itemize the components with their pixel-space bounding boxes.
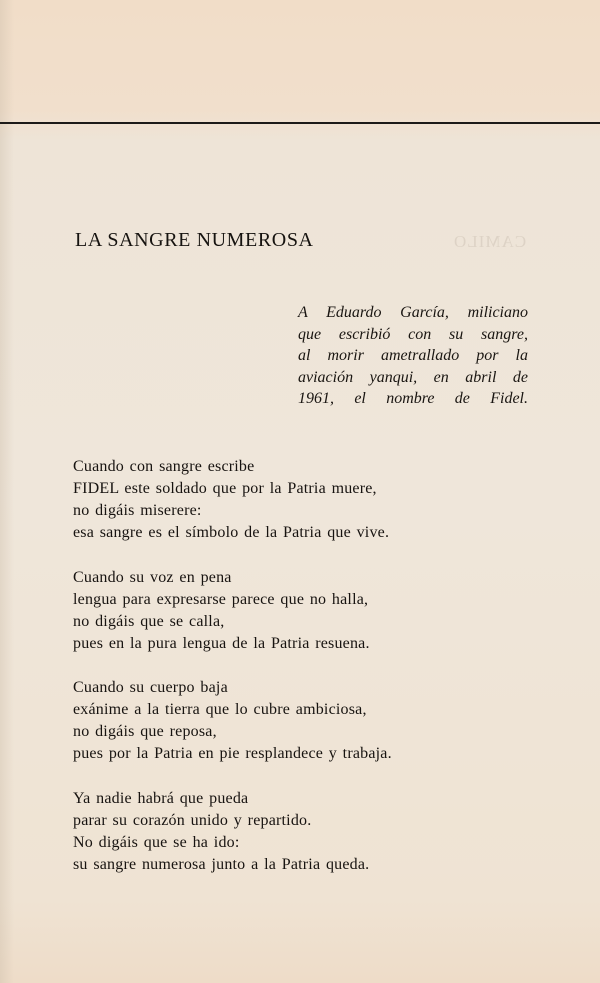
stanza-3 [73, 677, 392, 765]
verse-line: no digáis que se calla, [73, 612, 225, 630]
page-edge-shadow [0, 0, 14, 983]
bleed-through-text: CAMILO [453, 232, 527, 251]
verse-line: parar su corazón unido y repartido. [73, 811, 312, 829]
verse-line: Cuando con sangre escribe [73, 458, 255, 475]
verse-line: pues en la pura lengua de la Patria resuena. [73, 634, 370, 652]
verse-line: FIDEL este soldado que por la Patria muere, [73, 480, 377, 497]
dedication-line: aviación yanqui, en abril de [298, 368, 528, 386]
verse-line: esa sangre es el símbolo de la Patria que vive. [73, 524, 390, 541]
verse-line: pues por la Patria en pie resplandece y trabaja. [73, 745, 392, 762]
verse-line: Cuando su cuerpo baja [73, 679, 228, 696]
stanza-4 [73, 788, 392, 876]
stanza-1 [73, 456, 392, 544]
verse-line: su sangre numerosa junto a la Patria queda. [73, 855, 370, 873]
poem-body [73, 456, 392, 898]
verse-line: Cuando su voz en pena [73, 568, 232, 586]
stanza-2 [73, 567, 392, 655]
dedication [298, 302, 528, 410]
verse-line: no digáis miserere: [73, 502, 202, 519]
poem-title: LA SANGRE NUMEROSA [75, 229, 314, 251]
verse-line: no digáis que reposa, [73, 723, 217, 740]
dedication-line: 1961, el nombre de Fidel. [298, 390, 528, 407]
verse-line: Ya nadie habrá que pueda [73, 789, 249, 807]
verse-line: No digáis que se ha ido: [73, 833, 240, 851]
dedication-line: que escribió con su sangre, [298, 325, 528, 343]
dedication-line: A Eduardo García, miliciano [298, 304, 528, 321]
verse-line: exánime a la tierra que lo cubre ambiciosa, [73, 701, 367, 718]
dedication-line: al morir ametrallado por la [298, 347, 528, 364]
verse-line: lengua para expresarse parece que no halla, [73, 590, 369, 608]
header-rule [0, 122, 600, 124]
